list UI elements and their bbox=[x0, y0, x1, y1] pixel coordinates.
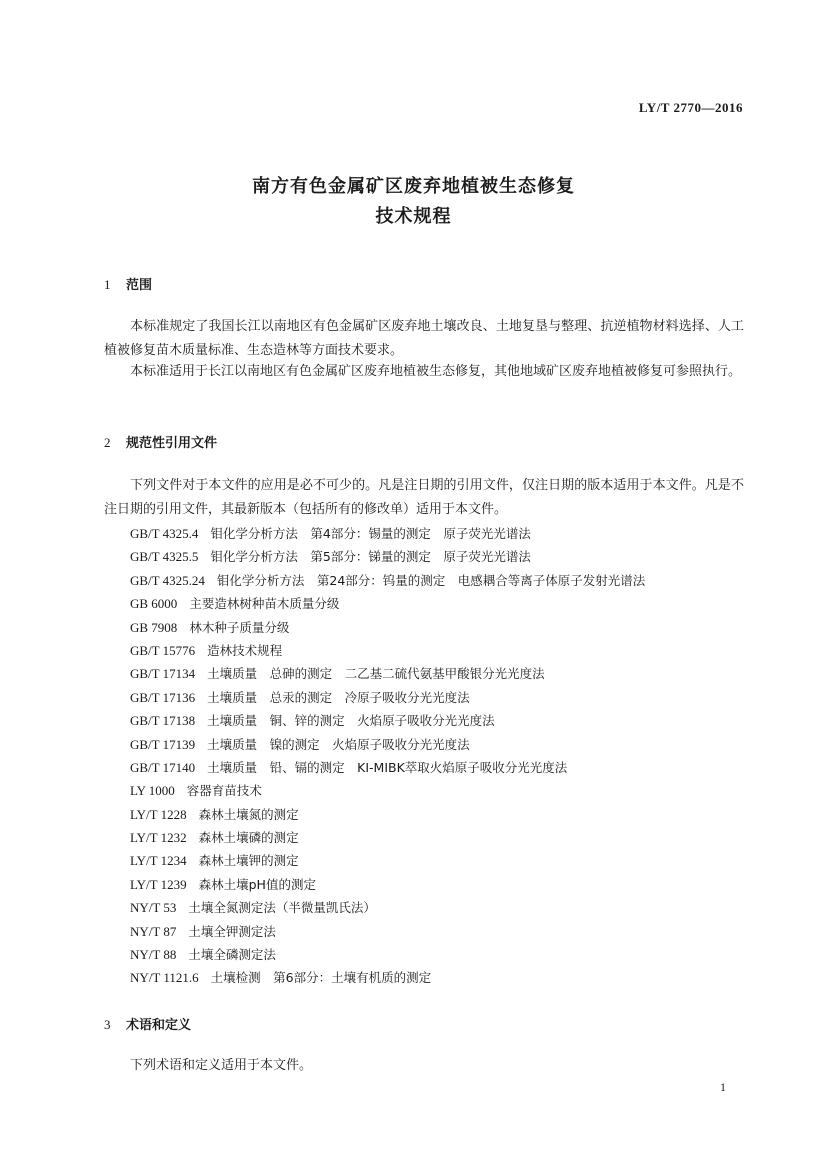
reference-code: LY 1000 bbox=[130, 783, 175, 799]
scope-paragraph-1: 本标准规定了我国长江以南地区有色金属矿区废弃地土壤改良、土地复垦与整理、抗逆植物材料选择、人工植被修复苗木质量标准、生态造林等方面技术要求。 bbox=[104, 319, 744, 358]
reference-title: 森林土壤pH值的测定 bbox=[198, 876, 316, 892]
reference-code: GB/T 4325.5 bbox=[130, 549, 199, 565]
reference-title: 林木种子质量分级 bbox=[189, 619, 290, 635]
reference-list bbox=[130, 522, 645, 990]
scope-paragraph-2: 本标准适用于长江以南地区有色金属矿区废弃地植被生态修复，其他地域矿区废弃地植被修复可参照执行。 bbox=[130, 364, 742, 379]
reference-title: 森林土壤钾的测定 bbox=[198, 853, 299, 869]
reference-title: 造林技术规程 bbox=[207, 642, 283, 658]
terms-intro: 下列术语和定义适用于本文件。 bbox=[130, 1058, 313, 1073]
reference-title: 钼化学分析方法 第5部分：锑量的测定 原子荧光光谱法 bbox=[210, 549, 531, 565]
reference-item bbox=[130, 826, 645, 849]
reference-item bbox=[130, 966, 645, 989]
reference-item bbox=[130, 873, 645, 896]
section-number: 2 bbox=[104, 435, 111, 450]
reference-code: GB 7908 bbox=[130, 619, 178, 635]
reference-title: 土壤全氮测定法（半微量凯氏法） bbox=[188, 900, 376, 916]
reference-code: GB/T 17136 bbox=[130, 689, 196, 705]
section-title: 规范性引用文件 bbox=[126, 436, 218, 451]
reference-title: 土壤质量 铅、镉的测定 KI-MIBK萃取火焰原子吸收分光光度法 bbox=[207, 759, 568, 775]
reference-code: GB/T 17140 bbox=[130, 759, 196, 775]
reference-code: NY/T 53 bbox=[130, 900, 177, 916]
reference-item bbox=[130, 920, 645, 943]
reference-code: GB/T 4325.24 bbox=[130, 572, 205, 588]
reference-title: 钼化学分析方法 第4部分：锡量的测定 原子荧光光谱法 bbox=[210, 526, 531, 541]
reference-code: LY/T 1228 bbox=[130, 806, 187, 822]
reference-item bbox=[130, 686, 645, 709]
reference-code: NY/T 88 bbox=[130, 947, 177, 963]
reference-item bbox=[130, 709, 645, 732]
reference-item bbox=[130, 616, 645, 639]
page-number: 1 bbox=[720, 1080, 726, 1094]
document-title-line2: 技术规程 bbox=[375, 206, 452, 227]
reference-code: GB/T 4325.4 bbox=[130, 526, 199, 541]
reference-code: GB 6000 bbox=[130, 596, 178, 612]
section-number: 3 bbox=[104, 1017, 111, 1032]
section-1-heading bbox=[104, 274, 152, 293]
reference-item bbox=[130, 569, 645, 592]
reference-item bbox=[130, 803, 645, 826]
reference-code: GB/T 17134 bbox=[130, 666, 196, 682]
section-2-heading bbox=[104, 432, 217, 451]
reference-code: NY/T 1121.6 bbox=[130, 970, 199, 986]
reference-title: 容器育苗技术 bbox=[186, 783, 262, 799]
reference-title: 主要造林树种苗木质量分级 bbox=[189, 596, 340, 612]
reference-code: LY/T 1232 bbox=[130, 830, 187, 846]
reference-code: LY/T 1239 bbox=[130, 876, 187, 892]
reference-item bbox=[130, 639, 645, 662]
reference-item bbox=[130, 592, 645, 615]
reference-code: NY/T 87 bbox=[130, 923, 177, 939]
reference-item bbox=[130, 756, 645, 779]
reference-item bbox=[130, 943, 645, 966]
reference-title: 土壤质量 镍的测定 火焰原子吸收分光光度法 bbox=[207, 736, 470, 752]
reference-title: 土壤质量 总砷的测定 二乙基二硫代氨基甲酸银分光光度法 bbox=[207, 666, 545, 682]
reference-code: LY/T 1234 bbox=[130, 853, 187, 869]
reference-item bbox=[130, 849, 645, 872]
references-intro: 下列文件对于本文件的应用是必不可少的。凡是注日期的引用文件，仅注日期的版本适用于本文件。凡是不注日期的引用文件，其最新版本（包括所有的修改单）适用于本文件。 bbox=[104, 478, 744, 517]
reference-item bbox=[130, 733, 645, 756]
section-number: 1 bbox=[104, 277, 111, 292]
reference-title: 土壤质量 铜、锌的测定 火焰原子吸收分光光度法 bbox=[207, 713, 495, 729]
reference-item bbox=[130, 779, 645, 802]
reference-code: GB/T 15776 bbox=[130, 642, 196, 658]
reference-title: 钼化学分析方法 第24部分：钨量的测定 电感耦合等离子体原子发射光谱法 bbox=[216, 572, 646, 588]
reference-item bbox=[130, 896, 645, 919]
reference-code: GB/T 17139 bbox=[130, 736, 196, 752]
section-title: 范围 bbox=[126, 278, 153, 293]
section-3-heading bbox=[104, 1014, 191, 1033]
reference-title: 森林土壤磷的测定 bbox=[198, 830, 299, 846]
reference-item bbox=[130, 545, 645, 568]
reference-code: GB/T 17138 bbox=[130, 713, 196, 729]
reference-title: 土壤检测 第6部分：土壤有机质的测定 bbox=[210, 970, 432, 986]
reference-title: 森林土壤氮的测定 bbox=[198, 806, 299, 822]
section-title: 术语和定义 bbox=[126, 1018, 192, 1033]
standard-number: LY/T 2770—2016 bbox=[638, 100, 743, 115]
reference-title: 土壤质量 总汞的测定 冷原子吸收分光光度法 bbox=[207, 689, 470, 705]
reference-item bbox=[130, 662, 645, 685]
document-title: 南方有色金属矿区废弃地植被生态修复 bbox=[252, 176, 575, 197]
reference-item bbox=[130, 522, 645, 545]
reference-title: 土壤全磷测定法 bbox=[188, 947, 276, 963]
reference-title: 土壤全钾测定法 bbox=[188, 923, 276, 939]
